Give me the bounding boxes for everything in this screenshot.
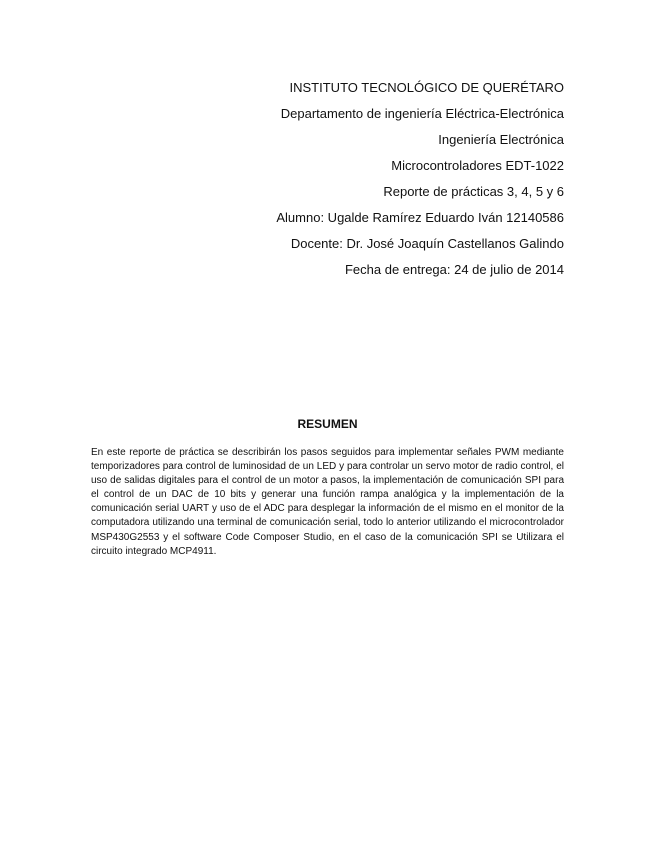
student-line: Alumno: Ugalde Ramírez Eduardo Iván 12140586 [276, 210, 564, 225]
department-name: Departamento de ingeniería Eléctrica-Electrónica [280, 106, 564, 121]
delivery-date-line: Fecha de entrega: 24 de julio de 2014 [344, 262, 564, 277]
course-name: Microcontroladores EDT-1022 [391, 158, 564, 173]
summary-paragraph: En este reporte de práctica se describirán los pasos seguidos para implementar señales PWM mediante temporizadores para control de luminosidad de un LED y para controlar un servo motor de radio control, el uso de salidas digitales para el control de un motor a pasos, la implementación de comunicación SPI para el control de un DAC de 10 bits y generar una función rampa analógica y la implementación de la comunicación serial UART y uso de el ADC para desplegar la información de el mismo en el monitor de la computadora utilizando una terminal de comunicación serial, todo lo anterior utilizando el microcontrolador MSP430G2553 y el software Code Composer Studio, en el caso de la comunicación SPI se Utilizara el circuito integrado MCP4911. [91, 447, 564, 557]
report-title: Reporte de prácticas 3, 4, 5 y 6 [383, 184, 564, 199]
teacher-line: Docente: Dr. José Joaquín Castellanos Galindo [290, 236, 564, 251]
institution-name: INSTITUTO TECNOLÓGICO DE QUERÉTARO [289, 80, 564, 95]
summary-heading: RESUMEN [297, 417, 358, 431]
title-block [276, 75, 564, 283]
program-name: Ingeniería Electrónica [438, 132, 564, 147]
